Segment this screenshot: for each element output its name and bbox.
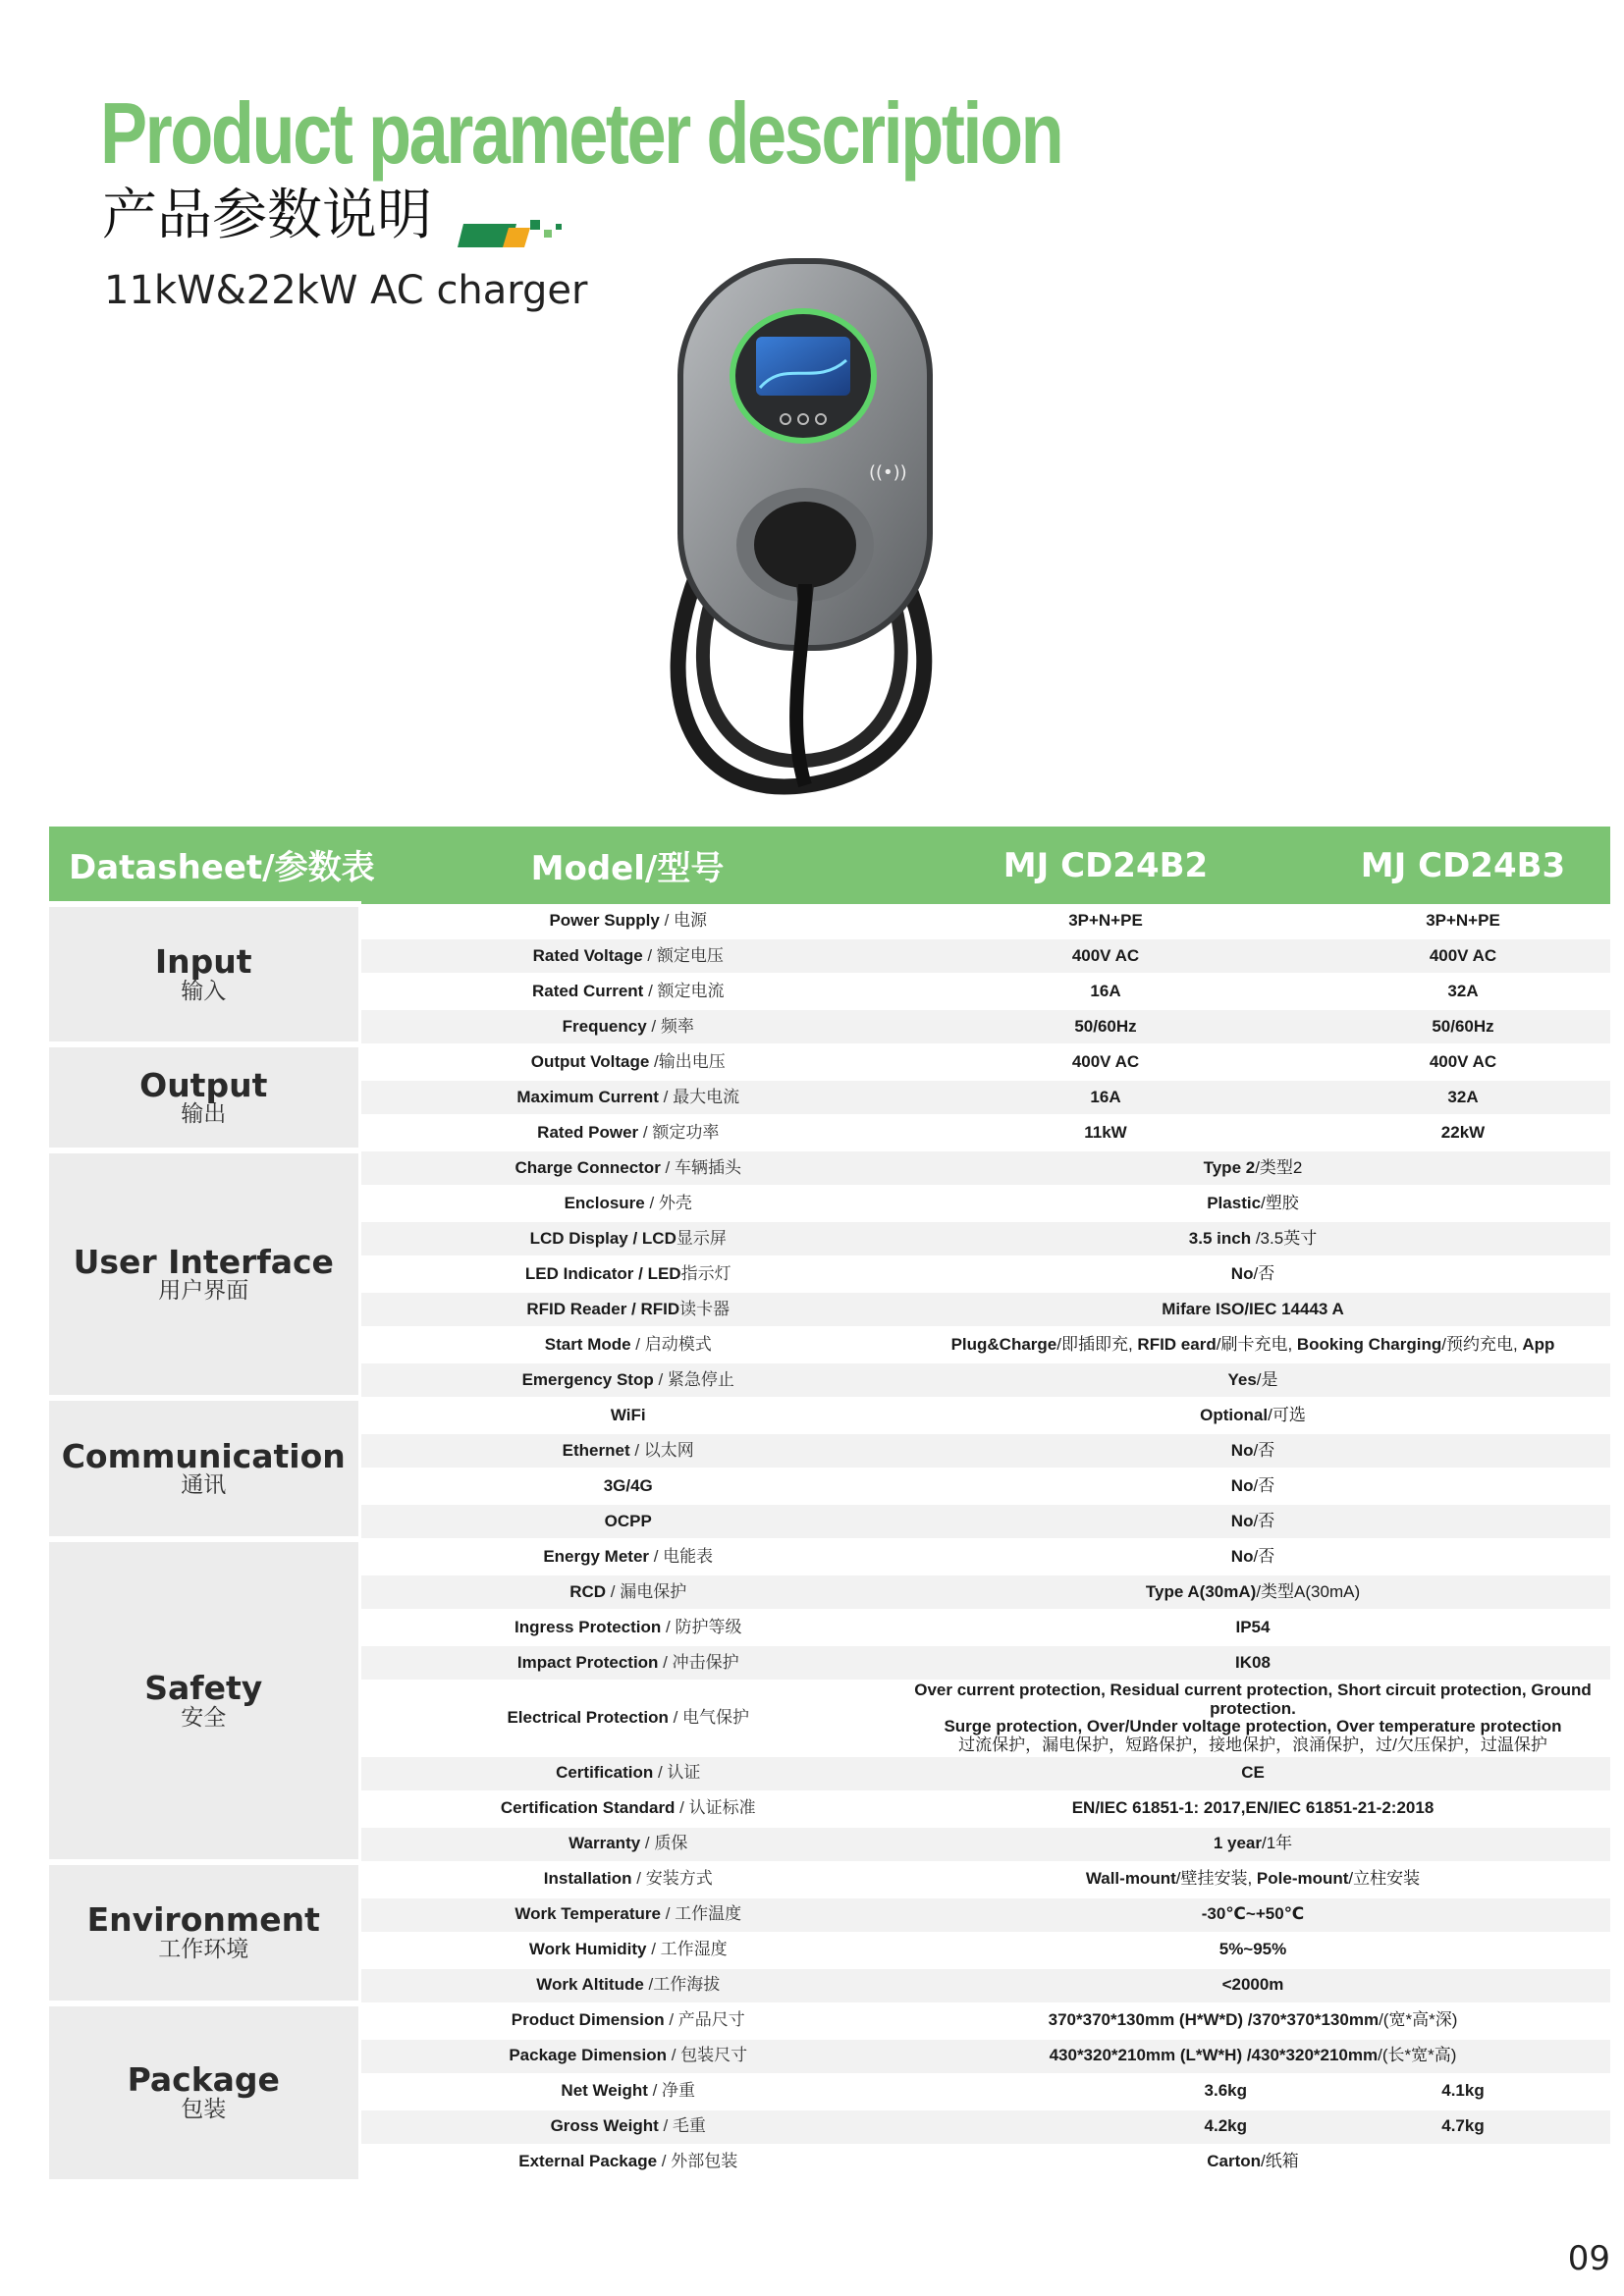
param-name: Power Supply / 电源 [359,904,895,938]
param-value: No/否 [895,1468,1610,1504]
param-value: 1 year/1年 [895,1827,1610,1862]
param-name: Charge Connector / 车辆插头 [359,1150,895,1186]
header-model: Model/型号 [359,827,895,904]
param-value: IK08 [895,1645,1610,1681]
param-name: WiFi [359,1398,895,1433]
section-title: Input [154,942,252,982]
param-value: 4.7kg [1316,2109,1610,2145]
param-name: Work Temperature / 工作温度 [359,1897,895,1933]
param-name: RFID Reader / RFID读卡器 [359,1292,895,1327]
section-title-cn: 包装 [181,2097,227,2122]
param-name: Energy Meter / 电能表 [359,1539,895,1575]
param-name: Warranty / 质保 [359,1827,895,1862]
param-value: 16A [895,1080,1316,1115]
table-row [49,1044,1610,1080]
electrical-line-1: Over current protection, Residual current protection, Short circuit protection, Ground protection. [914,1681,1592,1718]
param-value: No/否 [895,1433,1610,1468]
param-value: Plug&Charge/即插即充, RFID eard/刷卡充电, Booking Charging/预约充电, App [895,1327,1610,1362]
charger-product-image [658,250,952,800]
page-number: 09 [1567,2239,1610,2278]
table-row [49,1862,1610,1897]
datasheet-table [49,827,1610,2181]
electrical-line-3: 过流保护，漏电保护，短路保护，接地保护，浪涌保护，过/欠压保护，过温保护 [958,1735,1547,1755]
param-value: Optional/可选 [895,1398,1610,1433]
param-name: Certification Standard / 认证标准 [359,1791,895,1827]
page-title: Product parameter description [100,84,1062,182]
param-name: Ethernet / 以太网 [359,1433,895,1468]
param-name: 3G/4G [359,1468,895,1504]
param-name: OCPP [359,1504,895,1539]
param-value: CE [895,1756,1610,1791]
param-value: Type A(30mA)/类型A(30mA) [895,1575,1610,1610]
section-package [49,2003,359,2180]
param-value: Mifare ISO/IEC 14443 A [895,1292,1610,1327]
param-name: Rated Power / 额定功率 [359,1115,895,1150]
param-name: Maximum Current / 最大电流 [359,1080,895,1115]
param-value: No/否 [895,1504,1610,1539]
param-name: Enclosure / 外壳 [359,1186,895,1221]
param-value: Plastic/塑胶 [895,1186,1610,1221]
param-name: Rated Voltage / 额定电压 [359,938,895,974]
section-title-cn: 用户界面 [158,1278,249,1305]
table-row [49,904,1610,938]
param-value: No/否 [895,1539,1610,1575]
section-input [49,904,359,1044]
section-user-interface [49,1150,359,1398]
section-communication [49,1398,359,1539]
table-row [49,2003,1610,2039]
param-value: Yes/是 [895,1362,1610,1398]
param-value: EN/IEC 61851-1: 2017,EN/IEC 61851-21-2:2018 [895,1791,1610,1827]
table-row [49,1398,1610,1433]
param-value: 22kW [1316,1115,1610,1150]
param-value: 400V AC [895,938,1316,974]
param-value: 370*370*130mm (H*W*D) /370*370*130mm/(宽*高*深) [895,2003,1610,2039]
param-value: 11kW [895,1115,1316,1150]
param-value: 3.5 inch /3.5英寸 [895,1221,1610,1256]
brand-logo-icon [450,208,577,251]
table-row [49,1539,1610,1575]
param-name: External Package / 外部包装 [359,2145,895,2180]
param-name: Product Dimension / 产品尺寸 [359,2003,895,2039]
param-name: Output Voltage /输出电压 [359,1044,895,1080]
section-output [49,1044,359,1150]
param-name: Net Weight / 净重 [359,2074,895,2109]
param-value: 430*320*210mm (L*W*H) /430*320*210mm/(长*宽*高) [895,2039,1610,2074]
param-name: Installation / 安装方式 [359,1862,895,1897]
param-value: 4.2kg [895,2109,1316,2145]
param-value: Type 2/类型2 [895,1150,1610,1186]
param-value: 16A [895,974,1316,1009]
param-name: RCD / 漏电保护 [359,1575,895,1610]
param-name: Gross Weight / 毛重 [359,2109,895,2145]
param-name: Impact Protection / 冲击保护 [359,1645,895,1681]
section-safety [49,1539,359,1862]
section-title: User Interface [73,1242,334,1281]
section-title-cn: 通讯 [181,1472,227,1499]
table-row [49,1150,1610,1186]
param-name: LCD Display / LCD显示屏 [359,1221,895,1256]
param-name: Electrical Protection / 电气保护 [359,1681,895,1756]
param-value: 32A [1316,1080,1610,1115]
section-title: Communication [61,1436,346,1475]
param-value: IP54 [895,1610,1610,1645]
param-name: Rated Current / 额定电流 [359,974,895,1009]
page-subtitle: 11kW&22kW AC charger [104,268,588,313]
section-title: Safety [144,1668,263,1707]
param-value: 50/60Hz [895,1009,1316,1044]
param-value: 5%~95% [895,1933,1610,1968]
param-name: Start Mode / 启动模式 [359,1327,895,1362]
header-model-b3: MJ CD24B3 [1316,827,1610,904]
section-title: Package [127,2060,280,2100]
param-value: 4.1kg [1316,2074,1610,2109]
electrical-line-2: Surge protection, Over/Under voltage protection, Over temperature protection [944,1717,1562,1736]
section-title-cn: 输入 [181,978,227,1004]
param-name: Package Dimension / 包装尺寸 [359,2039,895,2074]
param-value: Wall-mount/壁挂安装, Pole-mount/立柱安装 [895,1862,1610,1897]
param-name: Ingress Protection / 防护等级 [359,1610,895,1645]
header-datasheet: Datasheet/参数表 [49,827,359,904]
param-name: Certification / 认证 [359,1756,895,1791]
section-title-cn: 工作环境 [158,1937,249,1962]
param-value: 3P+N+PE [1316,904,1610,938]
param-name: Work Humidity / 工作湿度 [359,1933,895,1968]
param-name: Emergency Stop / 紧急停止 [359,1362,895,1398]
svg-text:((•)): ((•)) [869,462,907,483]
section-environment [49,1862,359,2003]
param-value: 400V AC [895,1044,1316,1080]
param-value: 32A [1316,974,1610,1009]
param-value: Carton/纸箱 [895,2145,1610,2180]
page-title-cn: 产品参数说明 [102,184,432,247]
param-value: <2000m [895,1968,1610,2003]
param-value: 50/60Hz [1316,1009,1610,1044]
section-title: Output [139,1065,268,1104]
param-name: LED Indicator / LED指示灯 [359,1256,895,1292]
param-value: 400V AC [1316,938,1610,974]
param-value: 3.6kg [895,2074,1316,2109]
param-name: Work Altitude /工作海拔 [359,1968,895,2003]
param-value: 400V AC [1316,1044,1610,1080]
param-name: Frequency / 频率 [359,1009,895,1044]
header-model-b2: MJ CD24B2 [895,827,1316,904]
section-title-cn: 安全 [181,1704,227,1731]
param-value: 3P+N+PE [895,904,1316,938]
param-value [895,1681,1610,1756]
param-value: No/否 [895,1256,1610,1292]
section-title: Environment [86,1900,320,1940]
table-header-row [49,827,1610,904]
section-title-cn: 输出 [181,1101,227,1128]
param-value: -30℃~+50℃ [895,1897,1610,1933]
